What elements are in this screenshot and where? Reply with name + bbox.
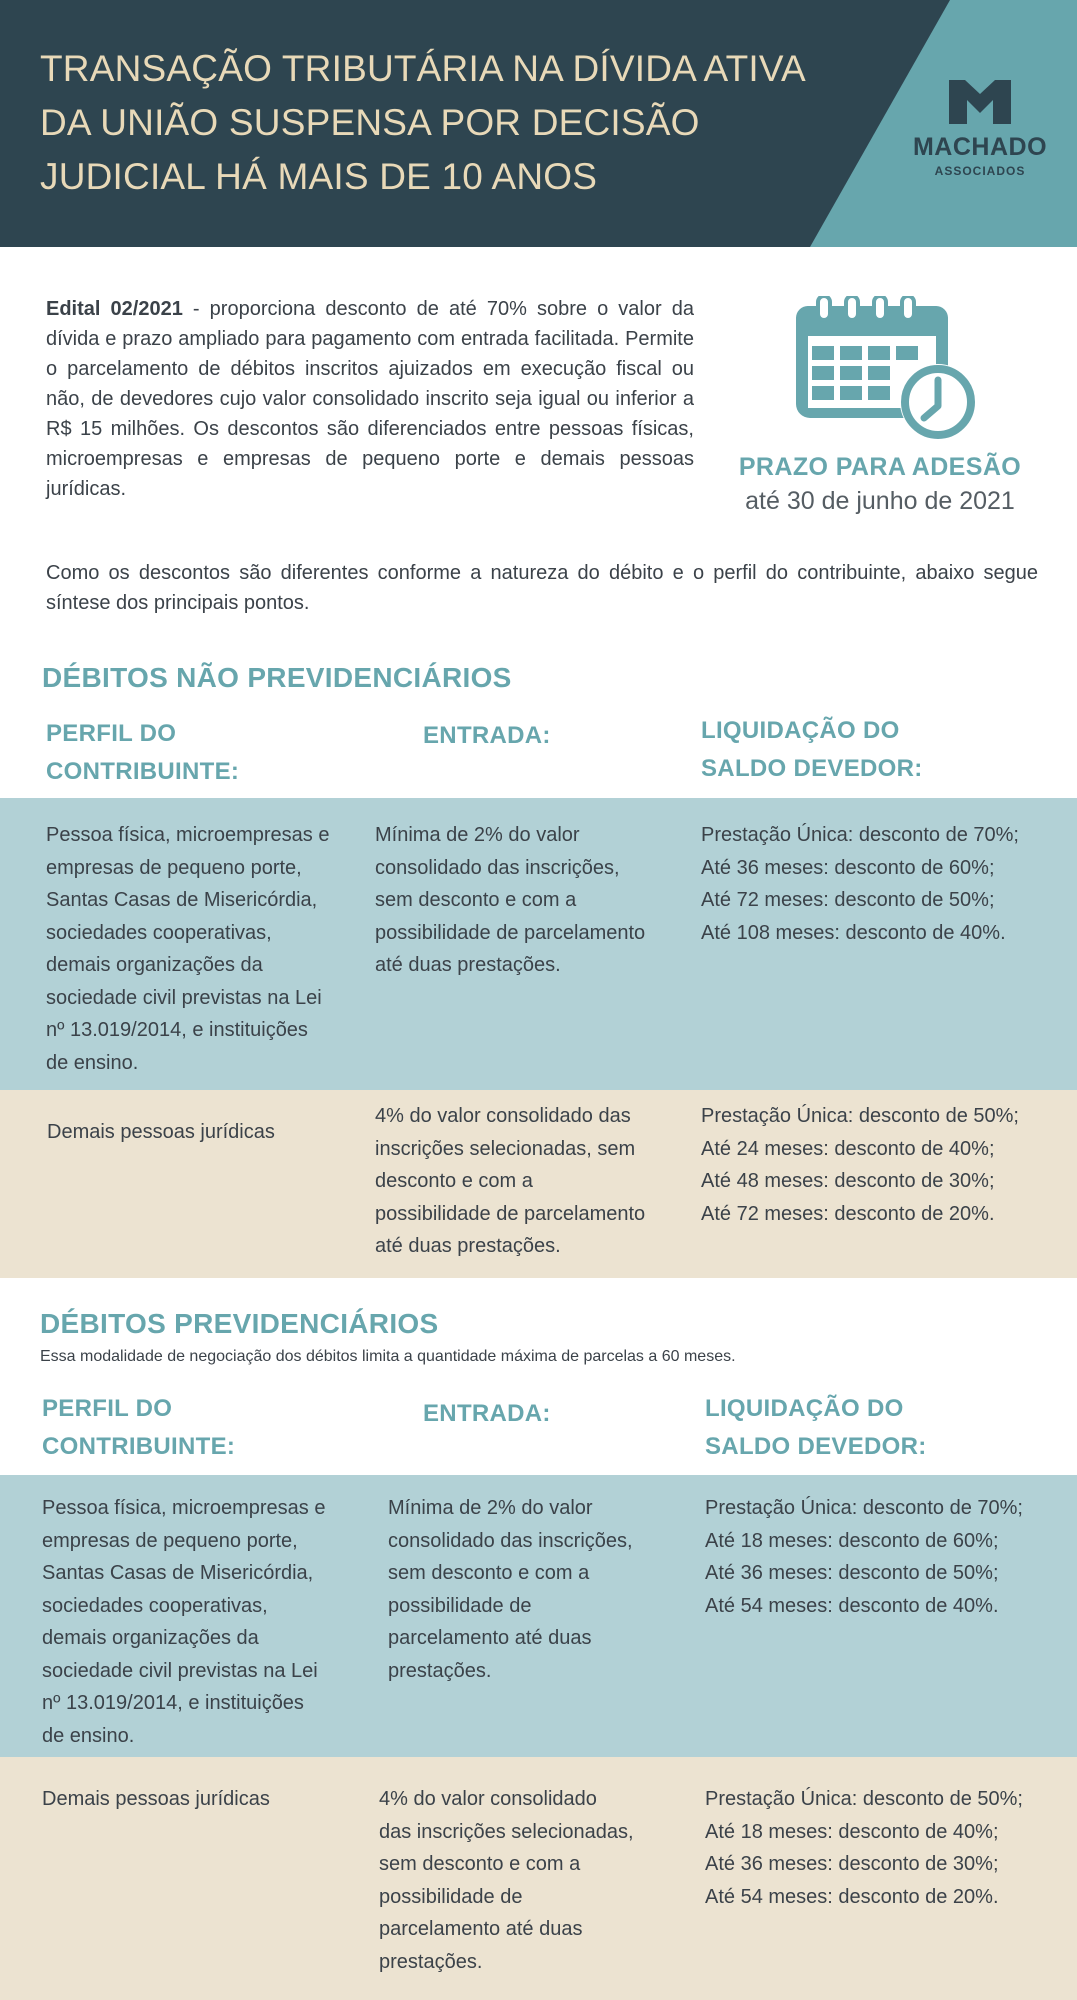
header-line: CONTRIBUINTE: — [42, 1433, 236, 1460]
column-header-liquidacao — [701, 712, 923, 788]
cell-line: prestações. — [388, 1659, 492, 1682]
cell-line: Até 72 meses: desconto de 20%. — [701, 1202, 995, 1225]
header-line: LIQUIDAÇÃO DO — [701, 717, 900, 744]
cell-line: sem desconto e com a — [388, 1562, 590, 1584]
cell-entrada — [388, 1492, 688, 1687]
cell-line: Demais pessoas jurídicas — [47, 1121, 275, 1143]
cell-line: inscrições selecionadas, sem — [375, 1137, 636, 1160]
cell-line: até duas prestações. — [375, 954, 561, 976]
cell-line: sociedade civil previstas na Lei — [42, 1659, 318, 1682]
header-line: LIQUIDAÇÃO DO — [705, 1395, 904, 1422]
cell-line: nº 13.019/2014, e instituições — [46, 1019, 308, 1041]
calendar-clock-icon — [790, 296, 990, 446]
cell-line: possibilidade de parcelamento — [375, 1202, 646, 1225]
cell-line: consolidado das inscrições, — [375, 856, 620, 879]
cell-line: Até 54 meses: desconto de 20%. — [705, 1885, 999, 1908]
cell-line: Prestação Única: desconto de 50%; — [701, 1105, 1019, 1127]
cell-line: prestações. — [379, 1950, 483, 1973]
intro-paragraph — [46, 294, 694, 504]
title-line: DA UNIÃO SUSPENSA POR DECISÃO — [40, 102, 700, 143]
header-banner — [0, 0, 1077, 247]
cell-line: desconto e com a — [375, 1170, 533, 1192]
cell-line: Pessoa física, microempresas e — [42, 1497, 326, 1519]
cell-liquidacao — [705, 1783, 1073, 1913]
section-title: DÉBITOS NÃO PREVIDENCIÁRIOS — [42, 662, 512, 693]
cell-line: consolidado das inscrições, — [388, 1529, 633, 1552]
cell-line: das inscrições selecionadas, — [379, 1820, 634, 1843]
cell-line: sociedades cooperativas, — [46, 921, 272, 944]
cell-perfil — [42, 1783, 342, 1816]
cell-line: Pessoa física, microempresas e — [46, 824, 330, 846]
cell-line: Até 72 meses: desconto de 50%; — [701, 889, 995, 911]
logo-name: MACHADO — [912, 133, 1048, 161]
column-header-perfil — [46, 715, 239, 791]
column-header-perfil — [42, 1390, 235, 1466]
deadline-label: PRAZO PARA ADESÃO — [738, 453, 1022, 481]
cell-line: Até 36 meses: desconto de 60%; — [701, 856, 995, 879]
deadline-date: até 30 de junho de 2021 — [745, 487, 1015, 515]
cell-line: Mínima de 2% do valor — [375, 824, 580, 846]
page-title — [40, 42, 880, 204]
cell-line: parcelamento até duas — [388, 1627, 592, 1649]
title-line: JUDICIAL HÁ MAIS DE 10 ANOS — [40, 156, 598, 197]
company-logo — [905, 80, 1055, 178]
cell-liquidacao — [705, 1492, 1073, 1622]
cell-line: sem desconto e com a — [379, 1853, 581, 1875]
cell-line: possibilidade de parcelamento — [375, 921, 646, 944]
cell-line: até duas prestações. — [375, 1235, 561, 1257]
header-line: ENTRADA: — [423, 722, 551, 749]
cell-line: Mínima de 2% do valor — [388, 1497, 593, 1519]
cell-line: Prestação Única: desconto de 70%; — [701, 824, 1019, 846]
cell-line: sociedade civil previstas na Lei — [46, 986, 322, 1009]
cell-perfil — [47, 1116, 347, 1149]
logo-subtitle: ASSOCIADOS — [934, 164, 1026, 178]
cell-line: Até 36 meses: desconto de 30%; — [705, 1853, 999, 1875]
section-note: Essa modalidade de negociação dos débitos limita a quantidade máxima de parcelas a 60 meses. — [40, 1348, 736, 1365]
cell-line: nº 13.019/2014, e instituições — [42, 1692, 304, 1714]
cell-liquidacao — [701, 1100, 1071, 1230]
summary-paragraph: Como os descontos são diferentes conforme a natureza do débito e o perfil do contribuinte, abaixo segue síntese dos principais pontos. — [46, 562, 1038, 614]
column-header-entrada — [423, 717, 551, 755]
cell-line: de ensino. — [46, 1051, 139, 1074]
cell-line: Até 18 meses: desconto de 40%; — [705, 1820, 999, 1843]
column-header-entrada — [423, 1395, 551, 1433]
cell-perfil — [46, 819, 346, 1079]
cell-line: possibilidade de — [379, 1885, 523, 1908]
cell-perfil — [42, 1492, 342, 1752]
cell-line: Santas Casas de Misericórdia, — [46, 889, 318, 911]
cell-line: Demais pessoas jurídicas — [42, 1788, 270, 1810]
cell-line: Prestação Única: desconto de 50%; — [705, 1788, 1023, 1810]
intro-text: - proporciona desconto de até 70% sobre o valor da dívida e prazo ampliado para pagamento com entrada facilitada. Permite o parcelamento de débitos inscritos ajuizados em execução fiscal ou não, de devedores cujo valor consolidado inscrito seja igual ou inferior a R$ 15 milhões. Os descontos são diferenciados entre pessoas físicas, microempresas e empresas de pequeno porte e demais pessoas jurídicas. — [46, 298, 694, 500]
cell-line: Até 24 meses: desconto de 40%; — [701, 1137, 995, 1160]
cell-line: demais organizações da — [46, 954, 263, 976]
column-header-liquidacao — [705, 1390, 927, 1466]
machado-m-icon — [949, 80, 1011, 124]
cell-line: Até 108 meses: desconto de 40%. — [701, 921, 1006, 944]
cell-line: 4% do valor consolidado das — [375, 1105, 631, 1127]
cell-line: 4% do valor consolidado — [379, 1788, 597, 1810]
cell-line: possibilidade de — [388, 1594, 532, 1617]
section-title: DÉBITOS PREVIDENCIÁRIOS — [40, 1308, 439, 1339]
cell-line: parcelamento até duas — [379, 1918, 583, 1940]
cell-line: sem desconto e com a — [375, 889, 577, 911]
header-line: CONTRIBUINTE: — [46, 758, 240, 785]
cell-line: de ensino. — [42, 1724, 135, 1747]
title-line: TRANSAÇÃO TRIBUTÁRIA NA DÍVIDA ATIVA — [40, 48, 806, 89]
header-line: PERFIL DO — [42, 1395, 173, 1422]
cell-line: Santas Casas de Misericórdia, — [42, 1562, 314, 1584]
header-line: SALDO DEVEDOR: — [701, 755, 923, 782]
cell-line: Até 18 meses: desconto de 60%; — [705, 1529, 999, 1552]
cell-entrada — [379, 1783, 689, 1978]
header-line: SALDO DEVEDOR: — [705, 1433, 927, 1460]
cell-line: Prestação Única: desconto de 70%; — [705, 1497, 1023, 1519]
cell-line: empresas de pequeno porte, — [42, 1529, 298, 1552]
cell-liquidacao — [701, 819, 1071, 949]
cell-line: demais organizações da — [42, 1627, 259, 1649]
cell-entrada — [375, 1100, 685, 1263]
cell-line: Até 48 meses: desconto de 30%; — [701, 1170, 995, 1192]
header-line: ENTRADA: — [423, 1400, 551, 1427]
header-line: PERFIL DO — [46, 720, 177, 747]
cell-line: Até 54 meses: desconto de 40%. — [705, 1594, 999, 1617]
edital-label: Edital 02/2021 — [46, 298, 183, 320]
cell-line: sociedades cooperativas, — [42, 1594, 268, 1617]
cell-entrada — [375, 819, 685, 982]
cell-line: empresas de pequeno porte, — [46, 856, 302, 879]
cell-line: Até 36 meses: desconto de 50%; — [705, 1562, 999, 1584]
